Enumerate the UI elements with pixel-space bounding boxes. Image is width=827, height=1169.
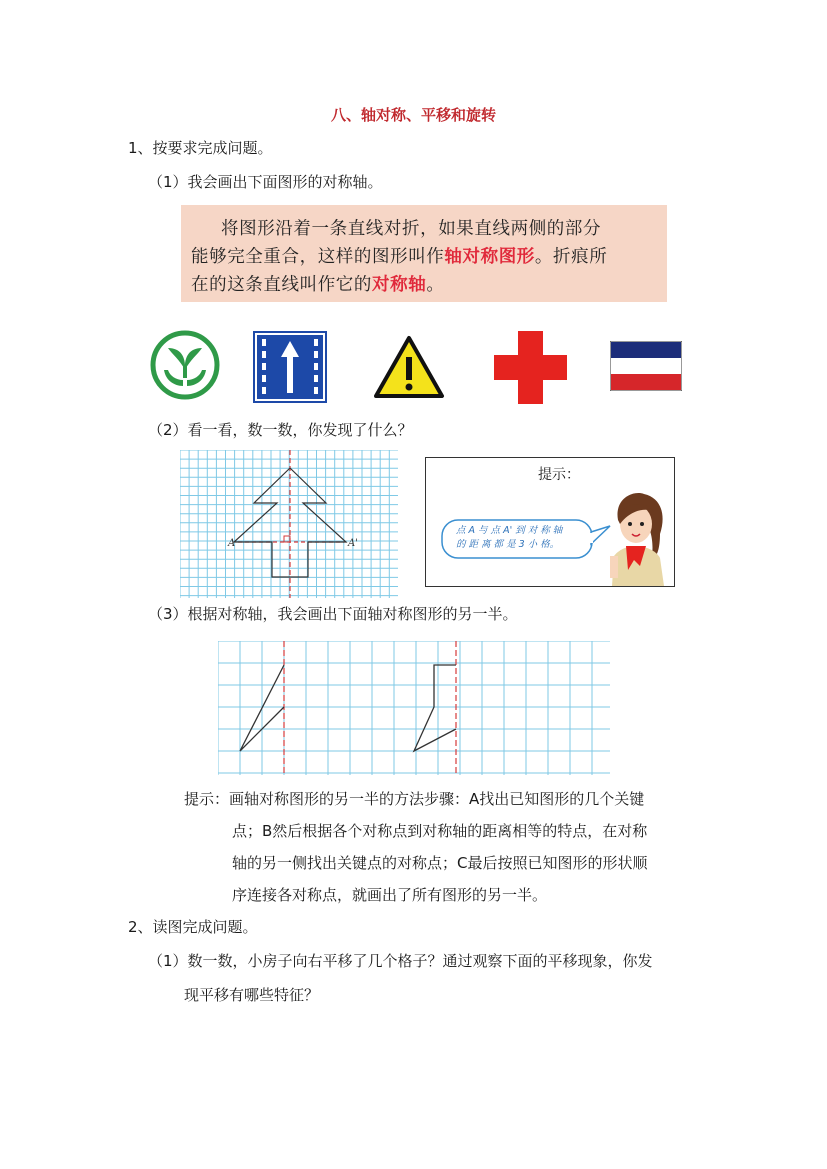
definition-line-2 [191,243,607,268]
grid-lines [218,641,610,775]
one-way-arrow-sign-icon [253,331,327,403]
definition-text: 在的这条直线叫作它的 [191,275,372,295]
question-1-part-3: （3）根据对称轴，我会画出下面轴对称图形的另一半。 [148,605,518,623]
red-cross-icon [494,331,567,404]
girl-illustration [604,490,674,586]
right-half-shape [414,665,456,751]
eco-leaf-hands-icon [150,330,220,400]
definition-line-1: 将图形沿着一条直线对折，如果直线两侧的部分 [221,219,602,239]
page-title: 八、轴对称、平移和旋转 [330,106,496,124]
hint-bubble-text [456,524,562,552]
definition-text: 。折痕所 [534,247,608,267]
term-symmetry-axis: 对称轴 [372,275,427,295]
question-1-part-2: （2）看一看，数一数，你发现了什么？ [148,421,413,439]
method-line-2: 点；B然后根据各个对称点到对称轴的距离相等的特点，在对称 [232,822,648,840]
hint-box [425,457,675,587]
point-a-prime-label: A' [348,538,358,549]
hint-bubble-line-2: 的 距 离 都 是 3 小 格。 [456,539,560,550]
warning-triangle-icon [373,335,445,399]
tree-grid-figure [180,450,398,598]
half-figure-grid [218,641,610,775]
method-line-3: 轴的另一侧找出关键点的对称点；C最后按照已知图形的形状顺 [232,854,648,872]
definition-text: 能够完全重合，这样的图形叫作 [191,247,445,267]
question-1-heading: 1、按要求完成问题。 [128,139,273,157]
tricolor-flag-icon [610,341,682,391]
definition-box [181,205,667,302]
question-2-part-1-line-1: （1）数一数，小房子向右平移了几个格子？通过观察下面的平移现象，你发 [148,952,653,970]
term-axis-symmetric-figure: 轴对称图形 [444,247,535,267]
question-2-heading: 2、读图完成问题。 [128,918,258,936]
hint-label: 提示： [538,467,580,483]
question-2-part-1-line-2: 现平移有哪些特征？ [184,986,320,1004]
question-1-part-1: （1）我会画出下面图形的对称轴。 [148,173,383,191]
point-a-label: A [228,538,236,549]
definition-line-3 [191,271,444,296]
method-line-4: 序连接各对称点，就画出了所有图形的另一半。 [232,886,548,904]
hint-bubble-line-1: 点 A 与 点 A' 到 对 称 轴 [456,525,563,536]
definition-text: 。 [426,275,445,295]
method-line-1: 提示：画轴对称图形的另一半的方法步骤：A找出已知图形的几个关键 [184,790,645,808]
grid-lines [180,450,398,598]
